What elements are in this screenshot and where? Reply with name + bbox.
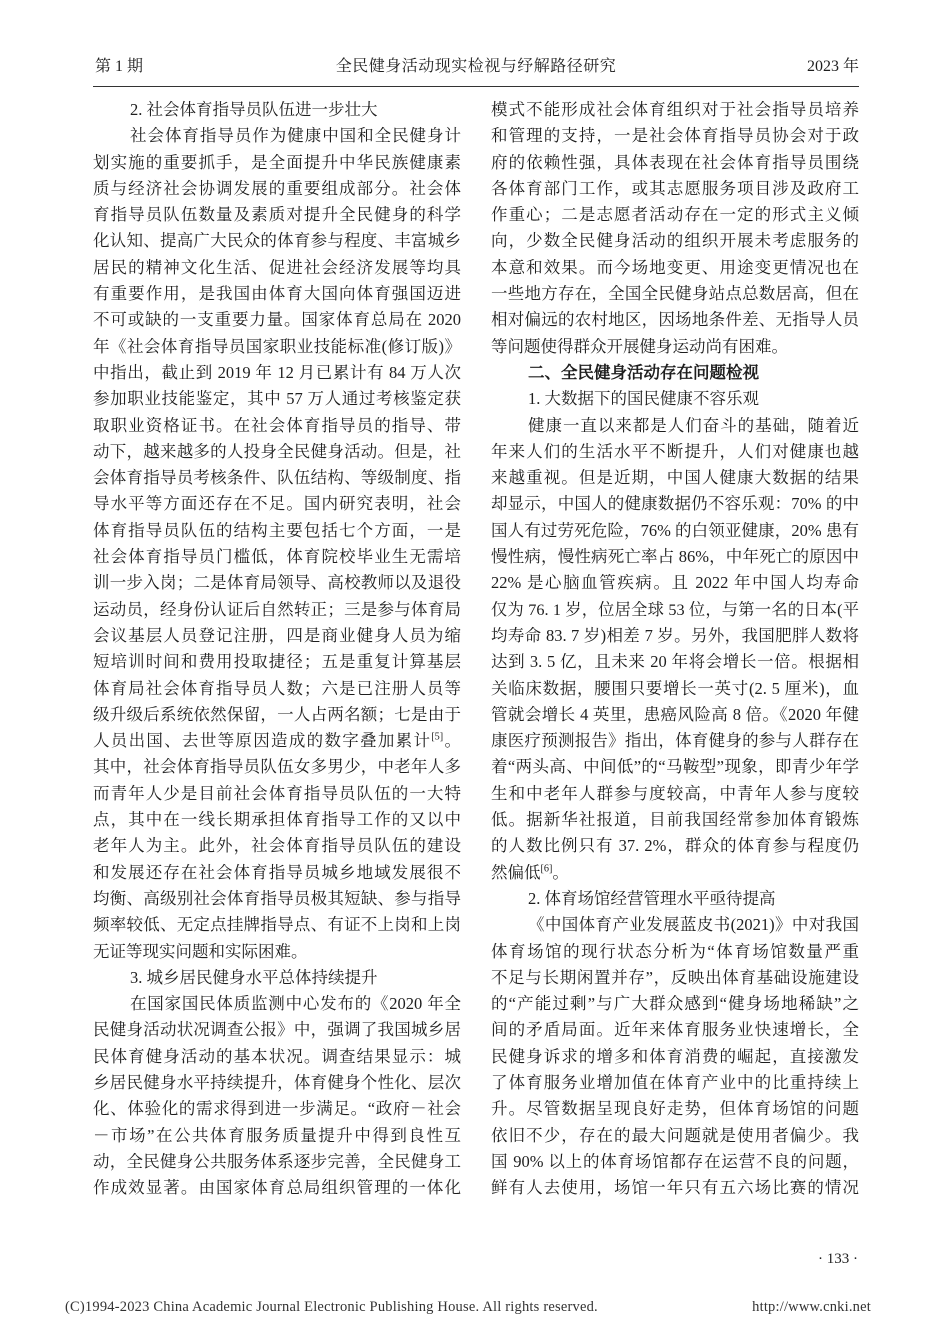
text-line: 府的依赖性强，具体表现在社会体育指导员围绕 [491,152,859,172]
text-line: 升。尽管数据呈现良好走势，但体育场馆的问题 [491,1099,859,1119]
text-line: 短培训时间和费用投取捷径；五是重复计算基层 [93,652,461,672]
text-line: 训一步入岗；二是体育局领导、高校教师以及退役 [93,573,461,593]
text-line: 中指出，截止到 2019 年 12 月已累计有 84 万人次 [93,362,461,382]
text-line: 年《社会体育指导员国家职业技能标准(修订版)》 [93,336,461,356]
text-line: 的“产能过剩”与广大群众感到“健身场地稀缺”之 [491,994,859,1014]
text-line: 均寿命 83. 7 岁)相差 7 岁。另外，我国肥胖人数将 [491,625,859,645]
text-line: 社会体育指导员门槛低，体育院校毕业生无需培 [93,547,461,567]
text-line: 在国家国民体质监测中心发布的《2020 年全 [130,994,461,1014]
text-line: 管就会增长 4 英里，患癌风险高 8 倍。《2020 年健 [491,704,859,724]
line-text: 人员出国、去世等原因造成的数字叠加累计 [93,731,432,751]
text-line: 化认知、提高广大民众的体育参与程度、丰富城乡 [93,231,461,251]
text-line: 作重心；二是志愿者活动存在一定的形式主义倾 [491,205,859,225]
text-line: 《中国体育产业发展蓝皮书(2021)》中对我国 [528,915,859,935]
text-line: 会体育指导员考核条件、队伍结构、等级制度、指 [93,468,461,488]
text-line: 慢性病，慢性病死亡率占 86%，中年死亡的原因中 [491,547,859,567]
right-column [491,97,859,1201]
text-line: 各体育部门工作，或其志愿服务项目涉及政府工 [491,178,859,198]
text-line: 而青年人少是目前社会体育指导员队伍的一大特 [93,783,461,803]
page-number: · 133 · [818,1251,858,1267]
text-line: 无证等现实问题和实际困难。 [93,941,308,961]
text-line: 社会体育指导员作为健康中国和全民健身计 [130,126,461,146]
body-paragraph [93,991,461,1201]
text-line [93,728,461,754]
text-line: 质与经济社会协调发展的重要组成部分。社会体 [93,178,461,198]
text-line: 和管理的支持，一是社会体育指导员协会对于政 [491,126,859,146]
page-footer [65,1296,871,1318]
subsection-heading: 1. 大数据下的国民健康不容乐观 [528,389,759,409]
text-line: 本意和效果。而今场地变更、用途变更情况也在 [491,257,859,277]
citation-ref: [5] [431,731,444,743]
subsection-heading: 2. 体育场馆经营管理水平亟待提高 [528,888,776,908]
text-line: 相对偏远的农村地区，因场地条件差、无指导人员 [491,310,859,330]
text-line: 向，少数全民健身活动的组织开展未考虑服务的 [491,231,859,251]
text-line: 22% 是心脑血管疾病。且 2022 年中国人均寿命 [491,573,859,593]
text-line: 健康一直以来都是人们奋斗的基础，随着近 [528,415,859,435]
line-punctuation: 。 [552,862,569,882]
text-line: 年来人们的生活水平不断提升，人们对健康也越 [491,441,859,461]
text-line: 民体育健身活动的基本状况。调查结果显示：城 [93,1046,461,1066]
text-line: 居民的精神文化生活、促进社会经济发展等均具 [93,257,461,277]
body-paragraph [491,912,859,1201]
subsection-heading: 3. 城乡居民健身水平总体持续提升 [130,967,378,987]
text-line: 依旧不少，存在的最大问题就是使用者偏少。我 [491,1125,859,1145]
text-line: 育指导员队伍数量及素质对提升全民健身的科学 [93,205,461,225]
text-line: 模式不能形成社会体育组织对于社会指导员培养 [491,100,859,119]
text-line: 点，其中在一线长期承担体育指导工作的又以中 [93,810,461,830]
text-line: 等问题使得群众开展健身运动尚有困难。 [491,336,788,356]
text-line: 动下，越来越多的人投身全民健身活动。但是，社 [93,441,461,461]
running-header [93,56,859,87]
text-line: 其中，社会体育指导员队伍女多男少，中老年人多 [93,757,461,777]
subsection-heading: 2. 社会体育指导员队伍进一步壮大 [130,100,378,119]
body-paragraph-continued [491,97,859,360]
issue-number: 第 1 期 [95,58,144,75]
text-line: 却显示，中国人的健康数据仍不容乐观：70% 的中 [491,494,859,514]
running-title: 全民健身活动现实检视与纾解路径研究 [335,58,617,75]
text-line [491,860,859,886]
text-line: －市场”在公共体育服务质量提升中得到良性互 [93,1125,461,1145]
text-line: 体育指导员队伍的结构主要包括七个方面，一是 [93,520,461,540]
text-line: 体育局社会体育指导员人数；六是已注册人员等 [93,678,461,698]
copyright-notice: (C)1994-2023 China Academic Journal Electronic Publishing House. All rights reserved. [65,1299,598,1315]
text-line: 国 90% 以上的体育场馆都存在运营不良的问题， [491,1151,859,1171]
publication-year: 2023 年 [806,58,859,75]
text-line: 运动员，经身份认证后自然转正；三是参与体育局 [93,599,461,619]
text-line: 的人数比例只有 37. 2%，群众的体育参与程度仍 [491,836,859,856]
text-line: 取职业资格证书。在社会体育指导员的指导、带 [93,415,461,435]
text-line: 关临床数据，腰围只要增长一英寸(2. 5 厘米)，血 [491,678,859,698]
footer-url: http://www.cnki.net [752,1299,871,1315]
text-line: 鲜有人去使用，场馆一年只有五六场比赛的情况 [491,1178,859,1198]
text-line: 均衡、高级别社会体育指导员极其短缺、参与指导 [93,888,461,908]
text-line: 乡居民健身水平持续提升，体育健身个性化、层次 [93,1072,461,1092]
left-column [93,97,461,1201]
text-line: 民健身活动状况调查公报》中，强调了我国城乡居 [93,1020,461,1040]
text-line: 国人有过劳死危险，76% 的白领亚健康，20% 患有 [491,520,859,540]
text-line: 化、体验化的需求得到进一步满足。“政府－社会 [93,1099,461,1119]
text-line: 间的矛盾局面。近年来体育服务业快速增长，全 [491,1020,859,1040]
text-line: 一些地方存在，全国全民健身站点总数居高，但在 [491,284,859,304]
text-line: 低。据新华社报道，目前我国经常参加体育锻炼 [491,810,859,830]
text-line: 了体育服务业增加值在体育产业中的比重持续上 [491,1072,859,1092]
text-line: 级升级后系统依然保留，一人占两名额；七是由于 [93,704,461,724]
line-punctuation: 。 [443,731,462,751]
text-line: 不足与长期闲置并存”，反映出体育基础设施建设 [491,967,859,987]
text-line: 导水平等方面还存在不足。国内研究表明，社会 [93,494,461,514]
text-line: 康医疗预测报告》指出，体育健身的参与人群存在 [491,731,859,751]
text-line: 会议基层人员登记注册，四是商业健身人员为缩 [93,625,461,645]
text-line: 有重要作用，是我国由体育大国向体育强国迈进 [93,284,461,304]
text-line: 体育场馆的现行状态分析为“体育场馆数量严重 [491,941,859,961]
text-line: 着“两头高、中间低”的“马鞍型”现象，即青少年学 [491,757,859,777]
body-paragraph [491,413,859,886]
text-line: 动，全民健身公共服务体系逐步完善，全民健身工 [93,1151,461,1171]
text-line: 来越重视。但是近期，中国人健康大数据的结果 [491,468,859,488]
line-text: 然偏低 [491,862,541,882]
text-line: 和发展还存在社会体育指导员城乡地域发展很不 [93,862,461,882]
text-line: 频率较低、无定点挂牌指导点、有证不上岗和上岗 [93,915,461,935]
text-line: 老年人为主。此外，社会体育指导员队伍的建设 [93,836,461,856]
text-line: 生和中老年人群参与度较高，中青年人参与度较 [491,783,859,803]
text-line: 划实施的重要抓手，是全面提升中华民族健康素 [93,152,461,172]
section-heading: 二、全民健身活动存在问题检视 [528,363,759,382]
text-line: 作成效显著。由国家体育总局组织管理的一体化 [93,1178,461,1198]
text-line: 不可或缺的一支重要力量。国家体育总局在 2020 [93,310,461,330]
body-paragraph [93,123,461,965]
text-line: 民健身诉求的增多和体育消费的崛起，直接激发 [491,1046,859,1066]
text-line: 参加职业技能鉴定，其中 57 万人通过考核鉴定获 [93,389,461,409]
text-line: 达到 3. 5 亿，且未来 20 年将会增长一倍。根据相 [491,652,859,672]
citation-ref: [6] [540,863,553,875]
text-line: 仅为 76. 1 岁，位居全球 53 位，与第一名的日本(平 [491,600,859,619]
